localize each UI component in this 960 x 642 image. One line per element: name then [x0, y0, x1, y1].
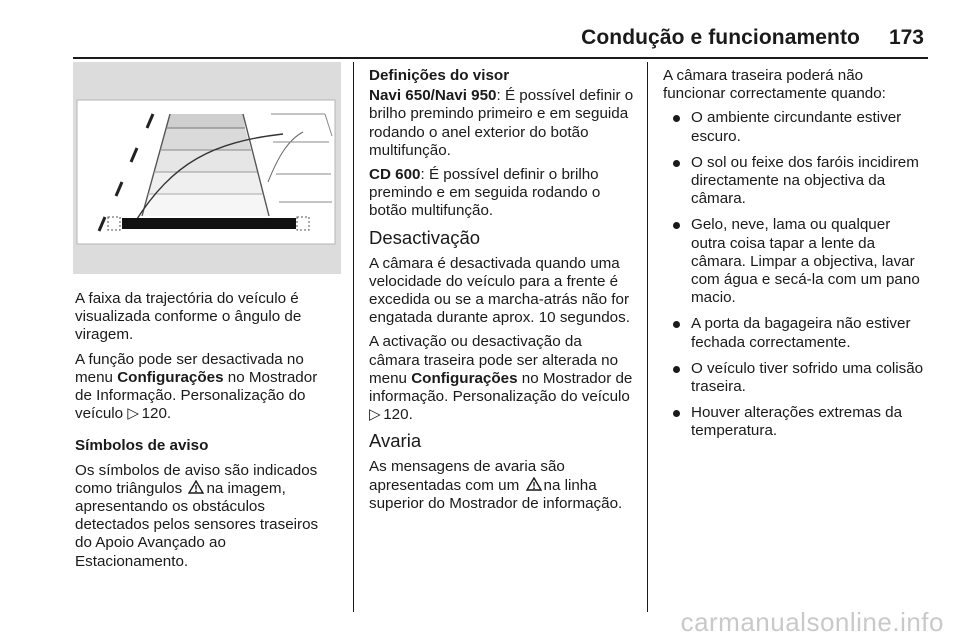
trajectory-paragraph: A faixa da trajectória do veículo é visualizada conforme o ângulo de viragem. — [75, 290, 302, 344]
text-run: Os símbolos de aviso são indicados como triângulos — [75, 461, 318, 497]
page-ref: 120. — [383, 406, 413, 424]
zone-far — [166, 114, 245, 128]
list-item-text: O ambiente circundante estiver escuro. — [691, 109, 902, 145]
watermark: carmanualsonline.info — [680, 607, 944, 637]
page-number: 173 — [888, 26, 924, 49]
list-item — [663, 216, 929, 307]
column-divider-1 — [353, 62, 354, 612]
text-run: A activação ou desactivação da câmara traseira pode ser alterada no menu — [369, 333, 619, 387]
list-item — [663, 404, 929, 440]
menu-name: Configurações — [117, 368, 224, 386]
camera-display-figure — [73, 62, 341, 274]
column-1 — [75, 290, 337, 577]
deactivation-paragraph-2 — [369, 333, 635, 424]
zone-mid1 — [160, 128, 251, 150]
cd-model: CD 600 — [369, 166, 421, 184]
text-run: no Mostrador de informação. Personalização do veículo — [369, 369, 633, 406]
column-3 — [663, 67, 929, 449]
text-run: : É possível definir o brilho premindo e em seguida rodando o botão multifunção. — [369, 166, 601, 220]
bumper-bar — [122, 218, 296, 229]
warning-triangle-icon — [188, 480, 204, 494]
menu-name: Configurações — [411, 369, 518, 387]
deactivation-paragraph-1: A câmara é desactivada quando uma velocidade do veículo para a frente é excedida ou se a marcha-atrás não for engatada durante aprox. 10 segundos. — [369, 254, 630, 327]
list-item — [663, 109, 929, 145]
list-item-text: O veículo tiver sofrido uma colisão traseira. — [691, 359, 924, 396]
page-ref: 120. — [141, 405, 172, 423]
ref-arrow-icon: ▷ — [127, 405, 140, 423]
warning-triangle-icon — [526, 477, 542, 491]
bullet-icon — [673, 115, 680, 122]
bullet-icon — [673, 410, 680, 417]
bullet-icon — [673, 321, 680, 328]
list-item-text: O sol ou feixe dos faróis incidirem directamente na objectiva da câmara. — [691, 153, 919, 208]
camera-conditions-intro: A câmara traseira poderá não funcionar correctamente quando: — [663, 67, 886, 103]
column-2 — [369, 67, 635, 519]
text-run: A função pode ser desactivada no menu — [75, 350, 304, 386]
header-title: Condução e funcionamento — [581, 26, 860, 49]
list-item — [663, 315, 929, 351]
camera-conditions-list — [663, 109, 929, 440]
camera-display-illustration — [73, 62, 341, 274]
navi-model: Navi 650/Navi 950 — [369, 87, 497, 105]
text-run: As mensagens de avaria são apresentadas com um — [369, 458, 565, 494]
list-item — [663, 360, 929, 396]
bullet-icon — [673, 366, 680, 373]
warning-symbols-paragraph — [75, 462, 337, 571]
text-run: no Mostrador de Informação. Personalização do veículo — [75, 368, 318, 423]
zone-near — [142, 194, 269, 216]
list-item-text: Gelo, neve, lama ou qualquer outra coisa tapar a lente da câmara. Limpar a objectiva, lavar com água e secá-la com um pano macio. — [691, 216, 920, 307]
navi-paragraph — [369, 87, 635, 160]
warning-symbols-heading: Símbolos de aviso — [75, 437, 209, 455]
header-rule — [73, 57, 928, 59]
list-item-text: A porta da bagageira não estiver fechada correctamente. — [691, 315, 911, 351]
list-item-text: Houver alterações extremas da temperatura. — [691, 404, 903, 440]
display-settings-heading: Definições do visor — [369, 67, 510, 84]
list-item — [663, 154, 929, 209]
ref-arrow-icon: ▷ — [369, 406, 381, 424]
fault-paragraph — [369, 458, 635, 513]
text-run: na imagem, apresentando os obstáculos detectados pelos sensores traseiros do Apoio Avançado ao Estacionamento. — [75, 479, 319, 570]
text-run: : É possível definir o brilho premindo primeiro e em seguida rodando o anel exterior do botão multifunção. — [369, 87, 634, 159]
column-divider-2 — [647, 62, 648, 612]
fault-heading: Avaria — [369, 430, 422, 452]
deactivation-heading: Desactivação — [369, 226, 481, 248]
bullet-icon — [673, 222, 680, 229]
deactivate-menu-paragraph — [75, 351, 337, 424]
bullet-icon — [673, 160, 680, 167]
cd-paragraph — [369, 166, 635, 221]
text-run: na linha superior do Mostrador de informação. — [369, 476, 623, 512]
